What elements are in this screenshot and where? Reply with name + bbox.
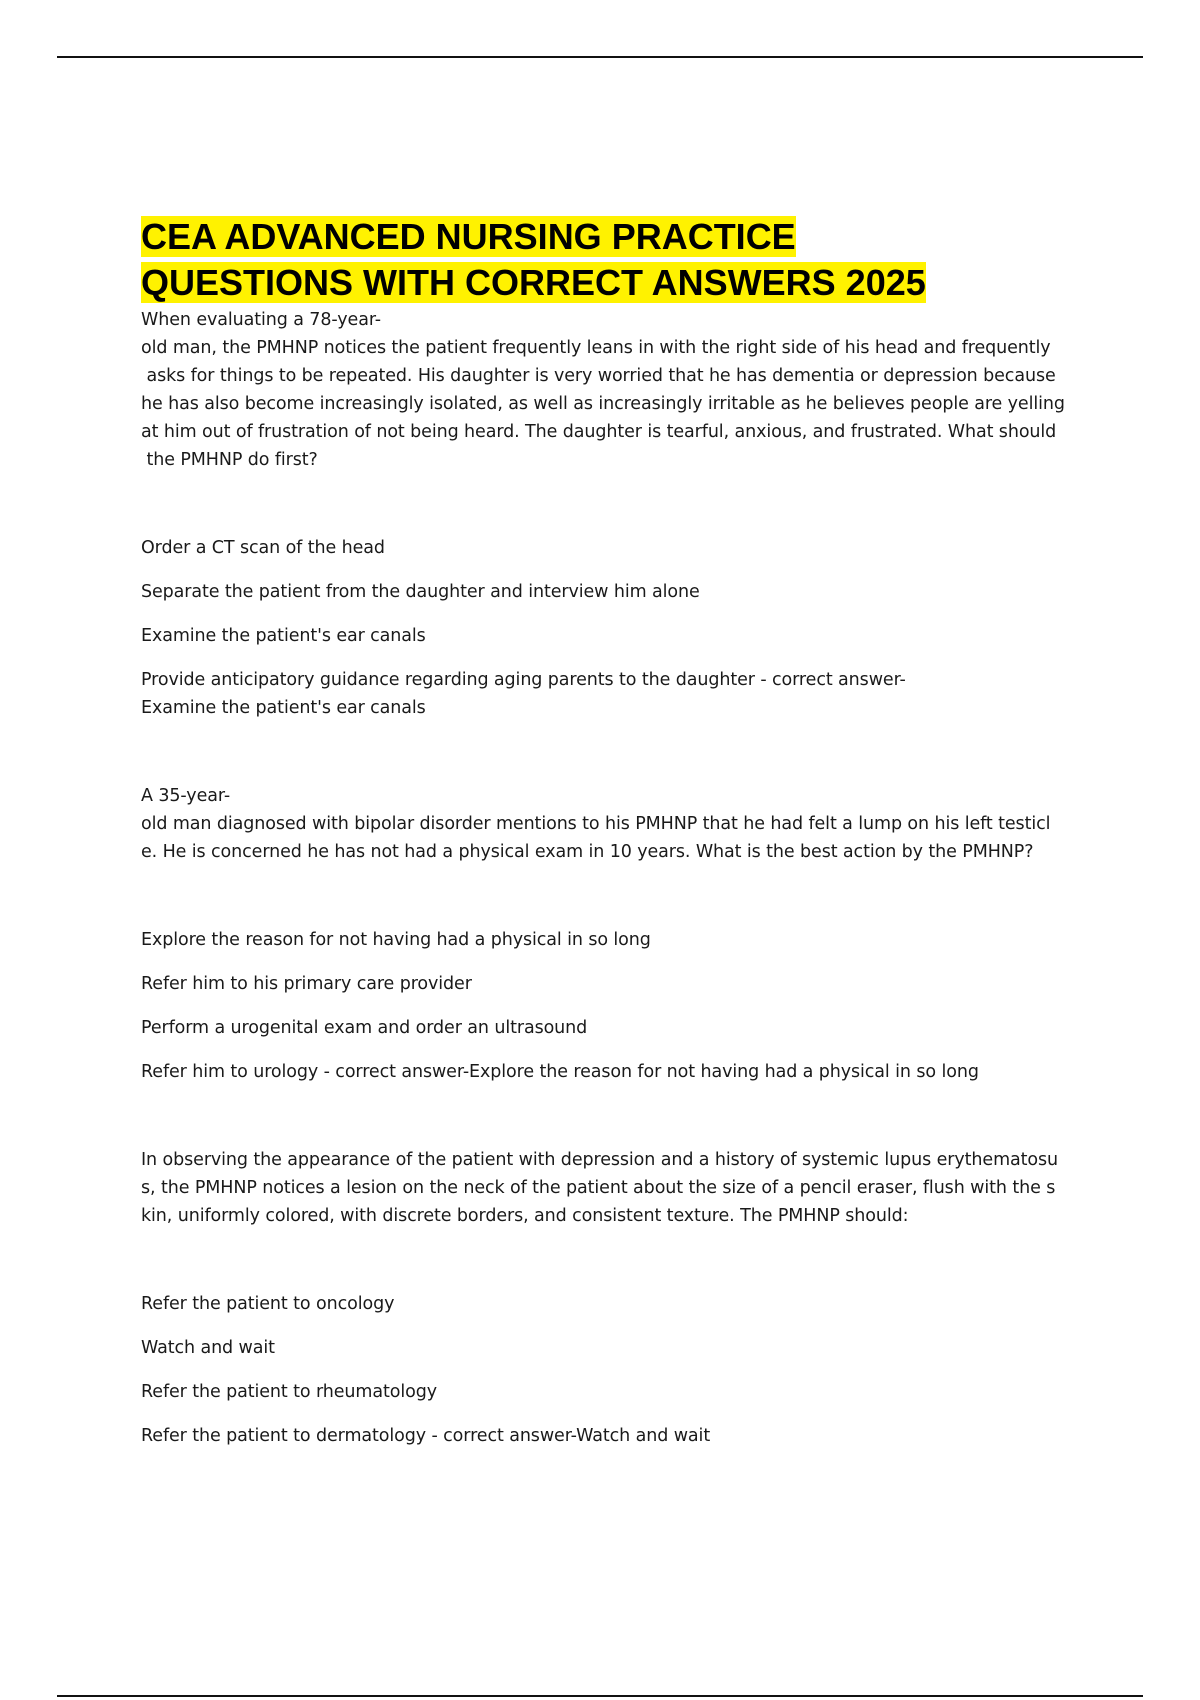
document-body — [141, 214, 1065, 1450]
answer-option: Explore the reason for not having had a physical in so long — [141, 930, 651, 950]
answer-options — [141, 534, 1061, 722]
answer-option: Refer the patient to oncology — [141, 1294, 395, 1314]
question-1 — [141, 306, 1065, 722]
question-stem-line: e. He is concerned he has not had a physical exam in 10 years. What is the best action by the PMHNP? — [141, 842, 1034, 862]
answer-option: Order a CT scan of the head — [141, 538, 385, 558]
title-line: CEA ADVANCED NURSING PRACTICE — [141, 216, 796, 257]
answer-option: Refer him to his primary care provider — [141, 974, 472, 994]
answer-option: Separate the patient from the daughter and interview him alone — [141, 582, 700, 602]
question-stem-line: old man diagnosed with bipolar disorder mentions to his PMHNP that he had felt a lump on his left testicl — [141, 814, 1051, 834]
answer-option: Examine the patient's ear canals — [141, 626, 426, 646]
question-stem-line: In observing the appearance of the patient with depression and a history of systemic lupus erythematosu — [141, 1150, 1059, 1170]
question-stem-line: s, the PMHNP notices a lesion on the neck of the patient about the size of a pencil eraser, flush with the s — [141, 1178, 1056, 1198]
answer-option: Watch and wait — [141, 1338, 275, 1358]
answer-options — [141, 926, 1061, 1086]
question-2 — [141, 782, 1061, 1086]
answer-options — [141, 1290, 1061, 1450]
answer-option: Refer the patient to rheumatology — [141, 1382, 437, 1402]
answer-key-line: Refer him to urology - correct answer-Explore the reason for not having had a physical in so long — [141, 1062, 979, 1082]
answer-key-line: Provide anticipatory guidance regarding aging parents to the daughter - correct answer- — [141, 670, 906, 690]
answer-option-with-key — [141, 666, 1061, 722]
question-stem-line: old man, the PMHNP notices the patient frequently leans in with the right side of his head and frequently — [141, 338, 1051, 358]
top-rule — [57, 56, 1143, 58]
question-3 — [141, 1146, 1061, 1450]
answer-key-line: Refer the patient to dermatology - correct answer-Watch and wait — [141, 1426, 711, 1446]
bottom-rule — [57, 1695, 1143, 1697]
question-stem-line: he has also become increasingly isolated, as well as increasingly irritable as he believes people are yelling — [141, 394, 1065, 414]
answer-option: Perform a urogenital exam and order an ultrasound — [141, 1018, 588, 1038]
question-stem-line: at him out of frustration of not being heard. The daughter is tearful, anxious, and frustrated. What should — [141, 422, 1057, 442]
question-stem-line: kin, uniformly colored, with discrete borders, and consistent texture. The PMHNP should: — [141, 1206, 909, 1226]
question-stem-line: the PMHNP do first? — [141, 450, 318, 470]
question-stem-line: asks for things to be repeated. His daughter is very worried that he has dementia or depression because — [141, 366, 1056, 386]
question-stem-line: When evaluating a 78-year- — [141, 310, 382, 330]
document-title — [141, 214, 1061, 306]
title-line: QUESTIONS WITH CORRECT ANSWERS 2025 — [141, 262, 926, 303]
question-stem-line: A 35-year- — [141, 786, 231, 806]
answer-key-line: Examine the patient's ear canals — [141, 698, 426, 718]
